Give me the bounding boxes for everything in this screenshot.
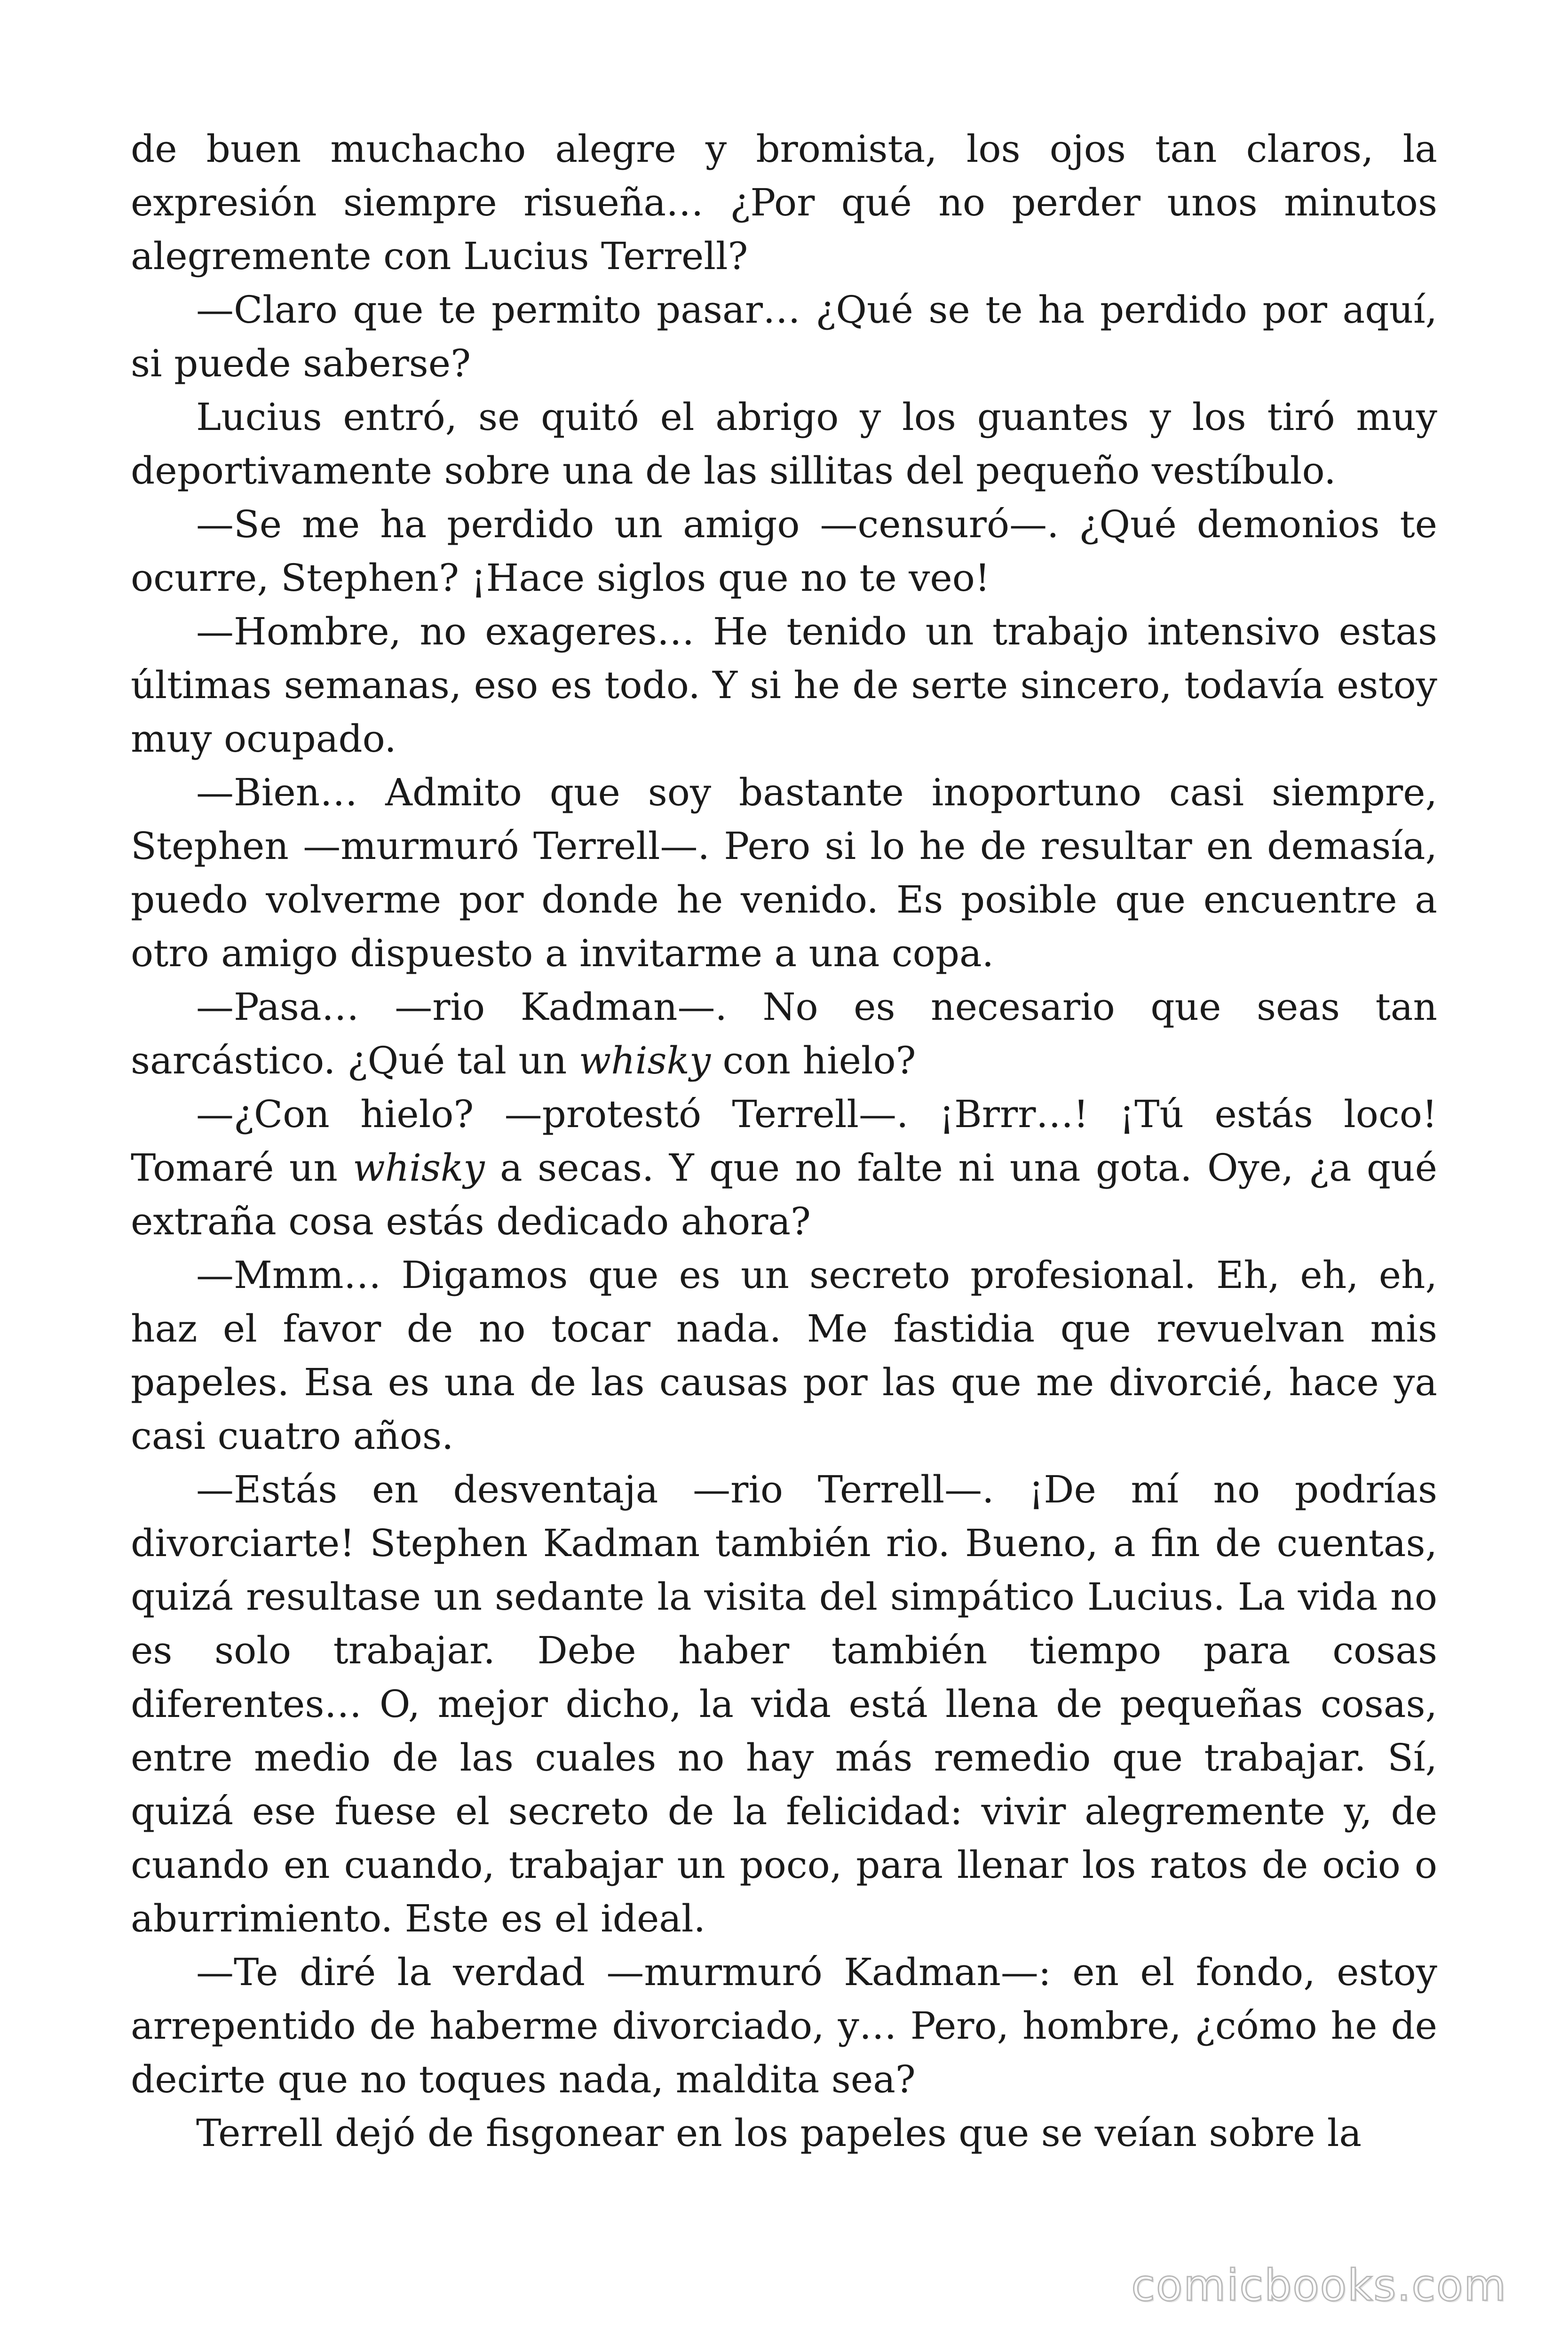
paragraph [131, 980, 1437, 1088]
paragraph: —Hombre, no exageres… He tenido un trabajo intensivo estas últimas semanas, eso es todo. Y si he de serte sincero, todavía estoy muy ocupado. [131, 610, 1437, 761]
text-run: —¿Con hielo? —protestó Terrell—. ¡Brrr…! ¡Tú estás loco! Tomaré un [131, 1092, 1437, 1190]
paragraph: —Claro que te permito pasar… ¿Qué se te ha perdido por aquí, si puede saberse? [131, 288, 1437, 385]
paragraph: —Se me ha perdido un amigo —censuró—. ¿Qué demonios te ocurre, Stephen? ¡Hace siglos que no te veo! [131, 502, 1437, 600]
text-run: a secas. Y que no falte ni una gota. Oye, ¿a qué extraña cosa estás dedicado ahora? [131, 1146, 1437, 1243]
paragraph: Lucius entró, se quitó el abrigo y los guantes y los tiró muy deportivamente sobre una de las sillitas del pequeño vestíbulo. [131, 395, 1437, 493]
watermark: comicbooks.com [1131, 2260, 1507, 2311]
italic-run: whisky [578, 1039, 711, 1082]
text-run: con hielo? [711, 1039, 916, 1082]
paragraph: —Te diré la verdad —murmuró Kadman—: en el fondo, estoy arrepentido de haberme divorciado, y… Pero, hombre, ¿cómo he de decirte que no toques nada, maldita sea? [131, 1950, 1437, 2101]
paragraph: de buen muchacho alegre y bromista, los ojos tan claros, la expresión siempre risueña… ¿Por qué no perder unos minutos alegremente con Lucius Terrell? [131, 127, 1437, 278]
body-text [131, 122, 1437, 2160]
paragraph: —Estás en desventaja —rio Terrell—. ¡De mí no podrías divorciarte! Stephen Kadman también rio. Bueno, a fin de cuentas, quizá resultase un sedante la visita del simpático Lucius. La vida no es solo trabajar. Debe haber también tiempo para cosas diferentes… O, mejor dicho, la vida está llena de pequeñas cosas, entre medio de las cuales no hay más remedio que trabajar. Sí, quizá ese fuese el secreto de la felicidad: vivir alegremente y, de cuando en cuando, trabajar un poco, para llenar los ratos de ocio o aburrimiento. Este es el ideal. [131, 1468, 1437, 1940]
paragraph: —Mmm… Digamos que es un secreto profesional. Eh, eh, eh, haz el favor de no tocar nada. Me fastidia que revuelvan mis papeles. Esa es una de las causas por las que me divorcié, hace ya casi cuatro años. [131, 1253, 1437, 1458]
text-run: —Pasa… —rio Kadman—. No es necesario que seas tan sarcástico. ¿Qué tal un [131, 985, 1437, 1082]
paragraph [131, 1088, 1437, 1248]
italic-run: whisky [353, 1146, 485, 1190]
paragraph: Terrell dejó de fisgonear en los papeles que se veían sobre la [196, 2111, 1362, 2155]
paragraph: —Bien… Admito que soy bastante inoportuno casi siempre, Stephen —murmuró Terrell—. Pero si lo he de resultar en demasía, puedo volverme por donde he venido. Es posible que encuentre a otro amigo dispuesto a invitarme a una copa. [131, 771, 1437, 975]
